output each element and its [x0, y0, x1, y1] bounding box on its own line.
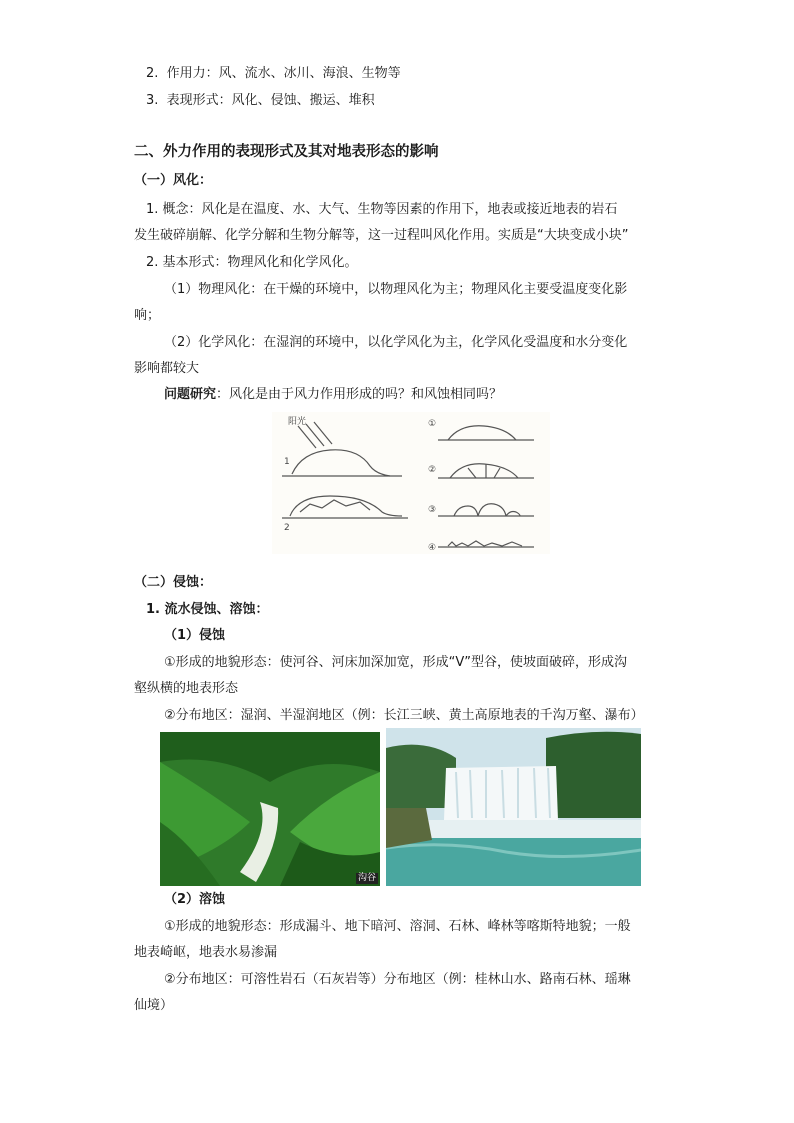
stage-4-soil [448, 541, 522, 546]
rongshi-title: （2）溶蚀 [164, 892, 226, 907]
sun-ray [314, 422, 332, 444]
stage-2-rock [450, 464, 518, 478]
stage-label-1: ① [428, 419, 437, 429]
physical-weathering-1: （1）物理风化：在干燥的环境中，以物理风化为主；物理风化主要受温度变化影 [164, 282, 628, 297]
list-item-2: 2. 作用力：风、流水、冰川、海浪、生物等 [146, 66, 401, 81]
concept-line-1: 1. 概念：风化是在温度、水、大气、生物等因素的作用下，地表或接近地表的岩石 [146, 202, 618, 217]
physical-weathering-2: 响； [134, 308, 161, 323]
qinshi-distribution: ②分布地区：湿润、半湿润地区（例：长江三峡、黄土高原地表的千沟万壑、瀑布） [164, 708, 644, 723]
waterfall-photo [386, 728, 641, 886]
rongshi-distribution-2: 仙境） [134, 998, 174, 1013]
section-title: 二、外力作用的表现形式及其对地表形态的影响 [134, 144, 439, 160]
valley-photo [160, 732, 380, 886]
rock-1-outline [292, 450, 390, 476]
rongshi-distribution-1: ②分布地区：可溶性岩石（石灰岩等）分布地区（例：桂林山水、路南石林、瑶琳 [164, 972, 631, 987]
stage-1-rock [448, 426, 516, 440]
stage-label-4: ④ [428, 543, 437, 553]
fig-num-1: 1 [284, 457, 290, 467]
qinshi-landform-1: ①形成的地貌形态：使河谷、河床加深加宽，形成“V”型谷，使坡面破碎，形成沟 [164, 655, 628, 670]
rongshi-landform-2: 地表崎岖，地表水易渗漏 [134, 945, 278, 960]
erosion-sub-1: 1. 流水侵蚀、溶蚀： [146, 602, 269, 617]
weathering-diagram [272, 412, 550, 554]
rongshi-landform-1: ①形成的地貌形态：形成漏斗、地下暗河、溶洞、石林、峰林等喀斯特地貌；一般 [164, 919, 631, 934]
fig-num-2: 2 [284, 523, 290, 533]
question-text: ：风化是由于风力作用形成的吗？和风蚀相同吗？ [216, 387, 503, 402]
concept-line-2: 发生破碎崩解、化学分解和生物分解等，这一过程叫风化作用。实质是“大块变成小块” [134, 228, 629, 243]
qinshi-title: （1）侵蚀 [164, 628, 226, 643]
chemical-weathering-1: （2）化学风化：在湿润的环境中，以化学风化为主，化学风化受温度和水分变化 [164, 335, 628, 350]
rock-2-cracks [300, 500, 370, 512]
question-line [164, 386, 502, 404]
question-label: 问题研究 [164, 387, 217, 402]
erosion-heading: （二）侵蚀： [134, 575, 213, 590]
stage-label-3: ③ [428, 505, 437, 515]
sun-ray [306, 424, 324, 446]
stage-3-fragments [454, 504, 520, 516]
stage-label-2: ② [428, 465, 437, 475]
photo-tag: 沟谷 [357, 873, 376, 883]
chemical-weathering-2: 影响都较大 [134, 361, 200, 376]
weathering-heading: （一）风化： [134, 173, 213, 188]
basic-forms: 2. 基本形式：物理风化和化学风化。 [146, 255, 358, 270]
weathering-diagram-svg [272, 412, 550, 554]
list-item-3: 3. 表现形式：风化、侵蚀、搬运、堆积 [146, 93, 375, 108]
qinshi-landform-2: 壑纵横的地表形态 [134, 681, 239, 696]
sun-ray [298, 426, 316, 448]
sun-label: 阳光 [288, 417, 307, 427]
